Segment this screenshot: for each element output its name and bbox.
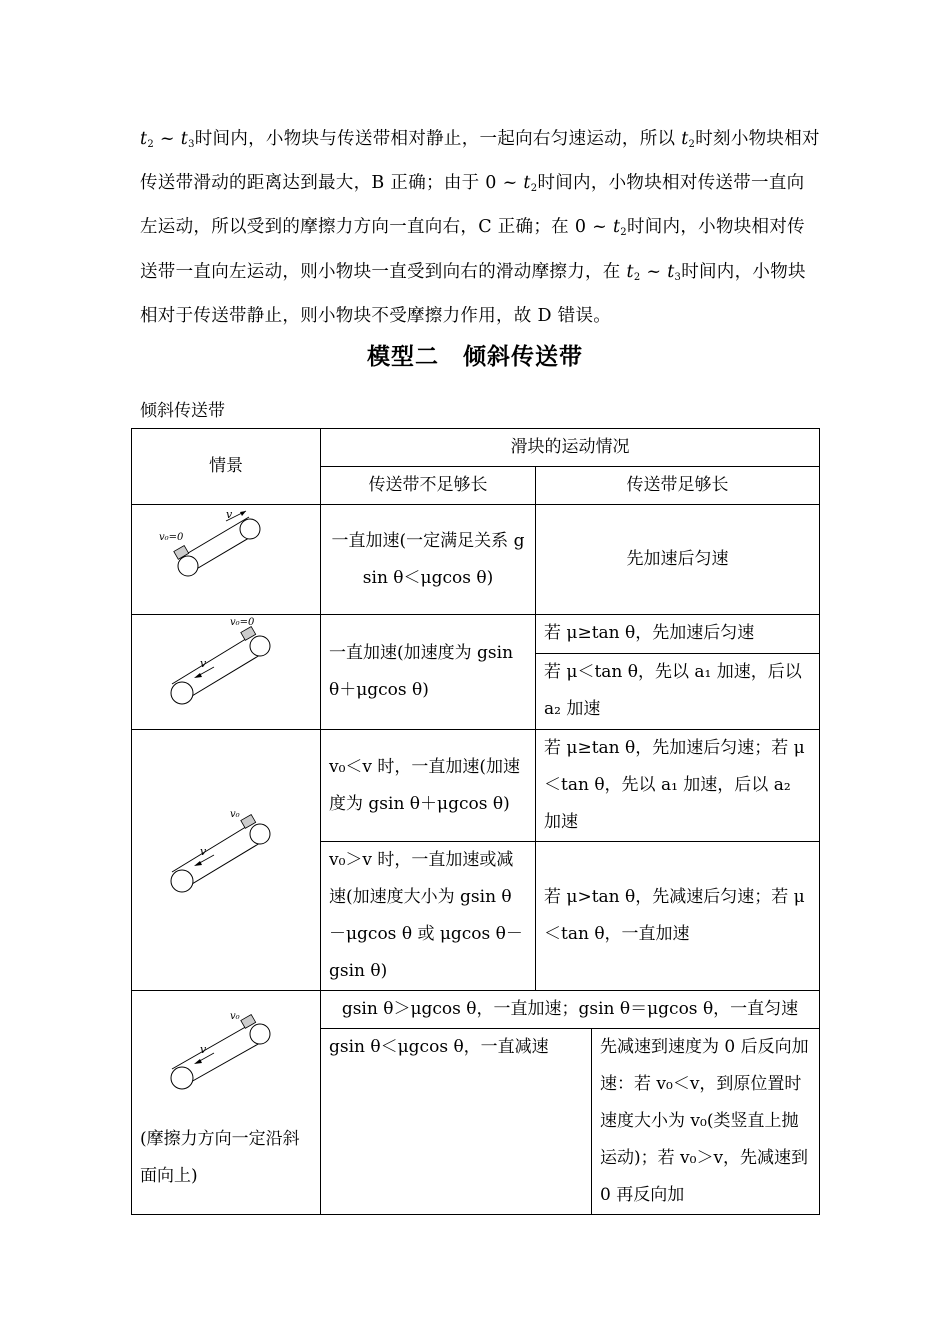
v0-label: v₀: [230, 809, 240, 820]
table-caption: 倾斜传送带: [140, 401, 225, 421]
r4-left: gsin θ＜μgcos θ，一直减速: [321, 1029, 592, 1215]
r1-long: 先加速后匀速: [536, 505, 820, 615]
r1-short: 一直加速(一定满足关系 gsin θ＜μgcos θ): [321, 505, 536, 615]
r3-long-b: 若 μ>tan θ，先减速后匀速；若 μ＜tan θ，一直加速: [536, 842, 820, 991]
conveyor-table: [131, 428, 820, 1215]
v0-label: v₀=0: [159, 531, 184, 543]
scene-figure-3: [132, 730, 321, 991]
r4-right: 先减速到速度为 0 后反向加速：若 v₀＜v，到原位置时速度大小为 v₀(类竖直上抛运动)；若 v₀＞v，先减速到 0 再反向加: [592, 1029, 820, 1215]
scene-figure-2: [132, 615, 321, 730]
scene-figure-4: [132, 991, 321, 1215]
v-label: v: [200, 845, 207, 858]
incline-belt-diagram: [156, 615, 296, 715]
v0-label: v₀=0: [230, 617, 255, 628]
r3-long-a: 若 μ≥tan θ，先加速后匀速；若 μ＜tan θ，先以 a₁ 加速，后以 a₂ 加速: [536, 730, 820, 842]
header-motion: 滑块的运动情况: [321, 429, 820, 467]
v-label: v: [200, 1042, 207, 1056]
r4-note: (摩擦力方向一定沿斜面向上): [140, 1128, 300, 1186]
r2-long-a: 若 μ≥tan θ，先加速后匀速: [536, 615, 820, 654]
incline-belt-diagram: [156, 1011, 296, 1107]
r4-top: gsin θ＞μgcos θ，一直加速；gsin θ＝μgcos θ，一直匀速: [321, 991, 820, 1029]
incline-belt-diagram: [156, 803, 296, 903]
header-scene: 情景: [132, 429, 321, 505]
r3-short-b: v₀＞v 时，一直加速或减速(加速度大小为 gsin θ－μgcos θ 或 μgcos θ－gsin θ): [321, 842, 536, 991]
r2-short: 一直加速(加速度为 gsin θ＋μgcos θ): [321, 615, 536, 730]
scene-figure-1: [132, 505, 321, 615]
v-label: v: [226, 507, 233, 521]
r2-long-b: 若 μ＜tan θ，先以 a₁ 加速，后以 a₂ 加速: [536, 653, 820, 729]
v-label: v: [200, 657, 207, 670]
header-long: 传送带足够长: [536, 467, 820, 505]
r3-short-a: v₀＜v 时，一直加速(加速度为 gsin θ＋μgcos θ): [321, 730, 536, 842]
v0-label: v₀: [230, 1010, 240, 1022]
solution-paragraph: $t_2$ ~ $t_3$时间内，小物块与传送带相对静止，一起向右匀速运动，所以 $t_2$时刻小物块相对传送带滑动的距离达到最大，B 正确；由于 0 ~ $t_2$时间内，小物块相对传送带一直向左运动，所以受到的摩擦力方向一直向右，C 正确；在 0 ~ $t_2$时间内，小物块相对传送带一直向左运动，则小物块一直受到向右的滑动摩擦力，在 $t_2$ ~ $t_3$时间内，小物块相对于传送带静止，则小物块不受摩擦力作用，故 D 错误。: [140, 129, 820, 326]
section-title: 模型二 倾斜传送带: [367, 344, 583, 370]
header-short: 传送带不足够长: [321, 467, 536, 505]
incline-belt-diagram: [156, 508, 296, 598]
